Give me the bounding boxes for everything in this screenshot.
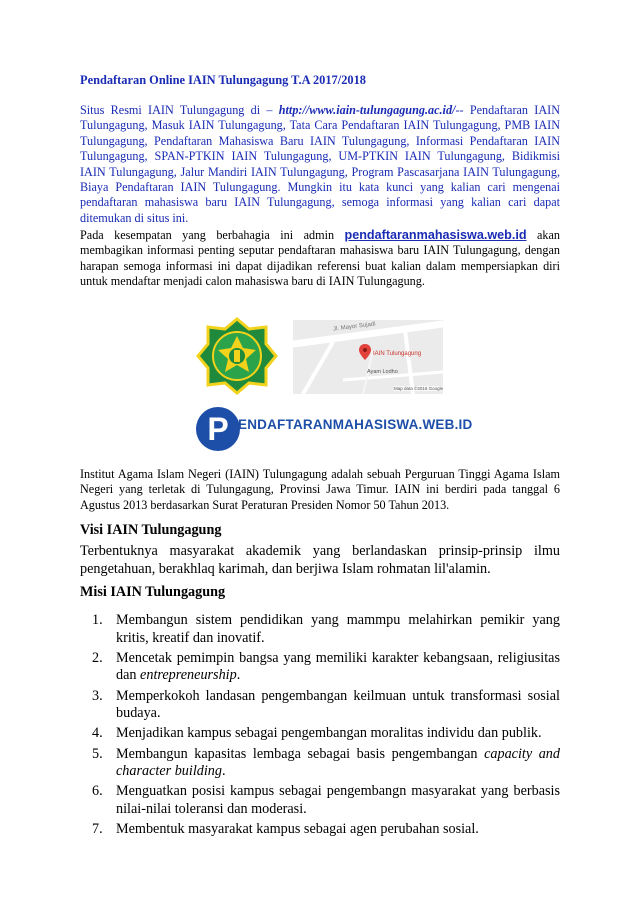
location-map[interactable]	[293, 320, 443, 394]
visi-heading: Visi IAIN Tulungagung	[80, 522, 222, 538]
misi-heading: Misi IAIN Tulungagung	[80, 584, 226, 600]
page-title: Pendaftaran Online IAIN Tulungagung T.A 2017/2018	[80, 73, 366, 87]
iain-logo	[196, 317, 278, 395]
intro-paragraph	[80, 103, 560, 226]
map-place-label: IAIN Tulungagung	[373, 351, 422, 357]
visi-text: Terbentuknya masyarakat akademik yang berlandaskan prinsip-prinsip ilmu pengetahuan, berakhlaq karimah, dan berjiwa Islam rohmatan lil'alamin.	[80, 543, 560, 577]
about-paragraph: Institut Agama Islam Negeri (IAIN) Tulungagung adalah sebuah Perguruan Tinggi Agama Islam Negeri yang terletak di Tulungagung, Provinsi Jawa Timur. IAIN ini berdiri pada tanggal 6 Agustus 2013 berdasarkan Surat Peraturan Presiden Nomor 50 Tahun 2013.	[80, 467, 560, 512]
map-credit: Map data ©2016 Google	[394, 386, 443, 391]
admin-paragraph	[80, 228, 560, 290]
misi-item: 7. Membentuk masyarakat kampus sebagai agen perubahan sosial.	[92, 821, 479, 838]
misi-item: 4. Menjadikan kampus sebagai pengembangan moralitas individu dan publik.	[92, 725, 542, 742]
intro-url[interactable]: http://www.iain-tulungagung.ac.id/	[278, 103, 456, 117]
map-poi-label: Ayam Lodho	[367, 369, 398, 375]
misi-item: 5. Membangun kapasitas lembaga sebagai basis pengembangan capacity and character building.	[92, 745, 560, 780]
misi-item: 2. Mencetak pemimpin bangsa yang memiliki karakter kebangsaan, religiusitas dan entrepreneurship.	[92, 649, 560, 684]
site-link[interactable]: pendaftaranmahasiswa.web.id	[344, 228, 527, 242]
misi-item: 3. Memperkokoh landasan pengembangan keilmuan untuk transformasi sosial budaya.	[92, 687, 560, 722]
misi-item: 1. Membangun sistem pendidikan yang mammpu melahirkan pemikir yang kritis, kreatif dan inovatif.	[92, 612, 560, 646]
site-banner	[194, 397, 473, 461]
banner-text: ENDAFTARANMAHASISWA.WEB.ID	[238, 417, 473, 432]
map-street-label: Jl. Mayor Sujadi	[332, 321, 376, 333]
misi-list	[92, 612, 560, 842]
misi-item: 6. Menguatkan posisi kampus sebagai pengembangn masyarakat yang berbasis nilai-nilai toleransi dan moderasi.	[92, 783, 560, 817]
admin-after: akan membagikan informasi penting seputar pendaftaran mahasiswa baru IAIN Tulungagung, dengan harapan semoga informasi ini dapat dijadikan referensi buat kalian dalam mempersiapkan diri untuk mendaftar menjadi calon mahasiswa baru di IAIN Tulungagung.	[80, 228, 561, 289]
intro-prefix: Situs Resmi IAIN Tulungagung di –	[80, 103, 273, 117]
admin-before: Pada kesempatan yang berbahagia ini admin	[80, 228, 335, 242]
intro-text: -- Pendaftaran IAIN Tulungagung, Masuk IAIN Tulungagung, Tata Cara Pendaftaran IAIN Tulungagung, PMB IAIN Tulungagung, Pendaftaran Mahasiswa Baru IAIN Tulungagung, Informasi Pendaftaran IAIN Tulungagung, SPAN-PTKIN IAIN Tulungagung, UM-PTKIN IAIN Tulungagung, Bidikmisi IAIN Tulungagung, Jalur Mandiri IAIN Tulungagung, Program Pascasarjana IAIN Tulungagung, Biaya Pendaftaran IAIN Tulungagung. Mungkin itu kata kunci yang kalian cari mengenai pendaftaran mahasiswa baru IAIN Tulungagung, semoga informasi yang kalian cari dapat ditemukan di situs ini.	[80, 103, 561, 225]
banner-letter: P	[207, 411, 229, 447]
